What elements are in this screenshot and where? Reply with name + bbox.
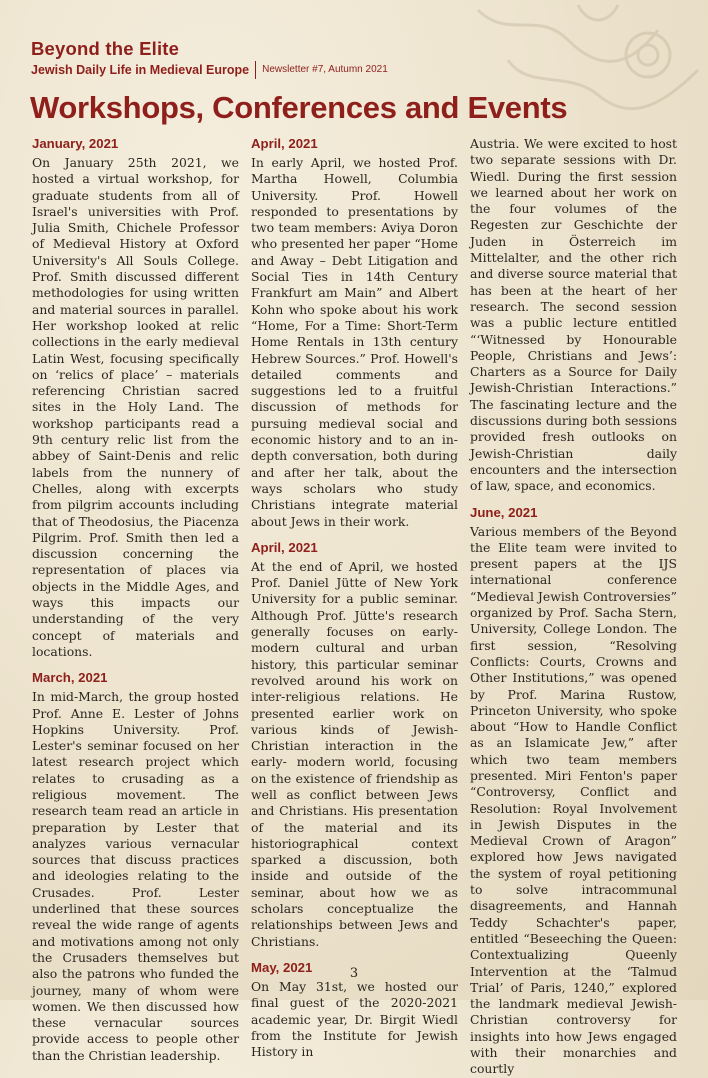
section-heading-june: June, 2021 (470, 504, 538, 520)
section-text-april-early: In early April, we hosted Prof. Martha Howell, Columbia University. Prof. Howell responded to presentations by two team members: Aviya Doron who presented her paper “Home and Away – Debt Litigation and Social Ties in 14th Century Frankfurt am Main” and Albert Kohn who spoke about his work “Home, For a Time: Short-Term Home Rentals in 13th century Hebrew Sources.” Prof. Howell's detailed comments and suggestions led to a fruitful discussion of methods for pursuing medieval social and economic history and to an in-depth conversation, both during and after her talk, about the ways scholars who study Christians integrate material about Jews in their work. (251, 155, 458, 529)
issue-label: Newsletter #7, Autumn 2021 (262, 64, 388, 75)
section-text-may-continued: Austria. We were excited to host two separate sessions with Dr. Wiedl. During the first session we learned about her work on the four volumes of the Regesten zur Geschichte der Juden in Österreich im Mittelalter, and the other rich and diverse source material that has been at the heart of her research. The second session was a public lecture entitled “‘Witnessed by Honourable People, Christians and Jews’: Charters as a Source for Daily Jewish-Christian Interactions.” The fascinating lecture and the discussions during both sessions provided fresh outlooks on Jewish-Christian daily encounters and the intersection of law, space, and economics. (470, 136, 677, 494)
page-number: 3 (349, 966, 359, 981)
section-heading-april-early: April, 2021 (251, 136, 318, 151)
newsletter-header (31, 38, 388, 79)
section-text-may: On May 31st, we hosted our final guest of the 2020-2021 academic year, Dr. Birgit Wiedl from the Institute for Jewish History in (251, 978, 458, 1060)
section-heading-march: March, 2021 (32, 670, 108, 686)
column-2 (251, 136, 458, 1060)
column-1 (32, 136, 239, 1064)
section-text-april-late: At the end of April, we hosted Prof. Daniel Jütte of New York University for a public seminar. Although Prof. Jütte's research generally focuses on early-modern cultural and urban history, this particular seminar revolved around his work on inter-religious relations. He presented earlier work on various kinds of Jewish-Christian interaction in the early- modern world, focusing on the existence of friendship as well as conflict between Jews and Christians. His presentation of the material and its historiographical context sparked a discussion, both inside and outside of the seminar, about how we as scholars conceptualize the relationships between Jews and Christians. (251, 558, 458, 949)
article-columns (0, 136, 708, 1077)
brand-subtitle: Jewish Daily Life in Medieval Europe (31, 63, 250, 77)
section-text-march: In mid-March, the group hosted Prof. Anne E. Lester of Johns Hopkins University. Prof. Lester's seminar focused on her latest research project which relates to crusading as a religious movement. The research team read an article in preparation by Lester that analyzes various vernacular sources that discuss practices and ideologies relating to the Crusades. Prof. Lester underlined that these sources reveal the wide range of agents and motivations among not only the Crusaders themselves but also the patrons who funded the journey, many of whom were women. We then discussed how these vernacular sources provide access to people other than the Christian leadership. (32, 689, 239, 1063)
section-text-january: On January 25th 2021, we hosted a virtual workshop, for graduate students from all of Israel's universities with Prof. Julia Smith, Chichele Professor of Medieval History at Oxford University's All Souls College. Prof. Smith discussed different methodologies for using written and material sources in parallel. Her workshop looked at relic collections in the early medieval Latin West, focusing specifically on ‘relics of place’ – materials referencing Christian sacred sites in the Holy Land. The workshop participants read a 9th century relic list from the abbey of Saint-Denis and relic labels from the nunnery of Chelles, along with excerpts from pilgrim accounts including that of Theodosius, the Piacenza Pilgrim. Prof. Smith then led a discussion concerning the representation of places via objects in the Middle Ages, and ways this impacts our understanding of the very concept of materials and locations. (32, 155, 239, 659)
brand-title: Beyond the Elite (31, 38, 180, 59)
section-heading-january: January, 2021 (32, 136, 119, 151)
section-text-june: Various members of the Beyond the Elite team were invited to present papers at the IJS international conference “Medieval Jewish Controversies” organized by Prof. Sacha Stern, University, College London. The first session, “Resolving Conflicts: Courts, Crowns and Other Institutions,” was opened by Prof. Marina Rustow, Princeton University, who spoke about “How to Handle Conflict as an Islamicate Jew,” after which two team members presented. Miri Fenton's paper “Controversy, Conflict and Resolution: Royal Involvement in Jewish Disputes in the Medieval Crown of Aragon” explored how Jews navigated the system of royal petitioning to solve intracommunal disagreements, and Hannah Teddy Schachter's paper, entitled “Beseeching the Queen: Contextualizing Queenly Intervention at the ‘Talmud Trial’ of Paris, 1240,” explored the landmark medieval Jewish-Christian controversy for insights into how Jews engaged with their monarchies and courtly (470, 523, 677, 1077)
header-divider (255, 61, 256, 79)
section-heading-may: May, 2021 (251, 959, 313, 975)
column-3 (470, 136, 677, 1078)
page-title: Workshops, Conferences and Events (30, 90, 568, 125)
section-heading-april-late: April, 2021 (251, 539, 318, 555)
